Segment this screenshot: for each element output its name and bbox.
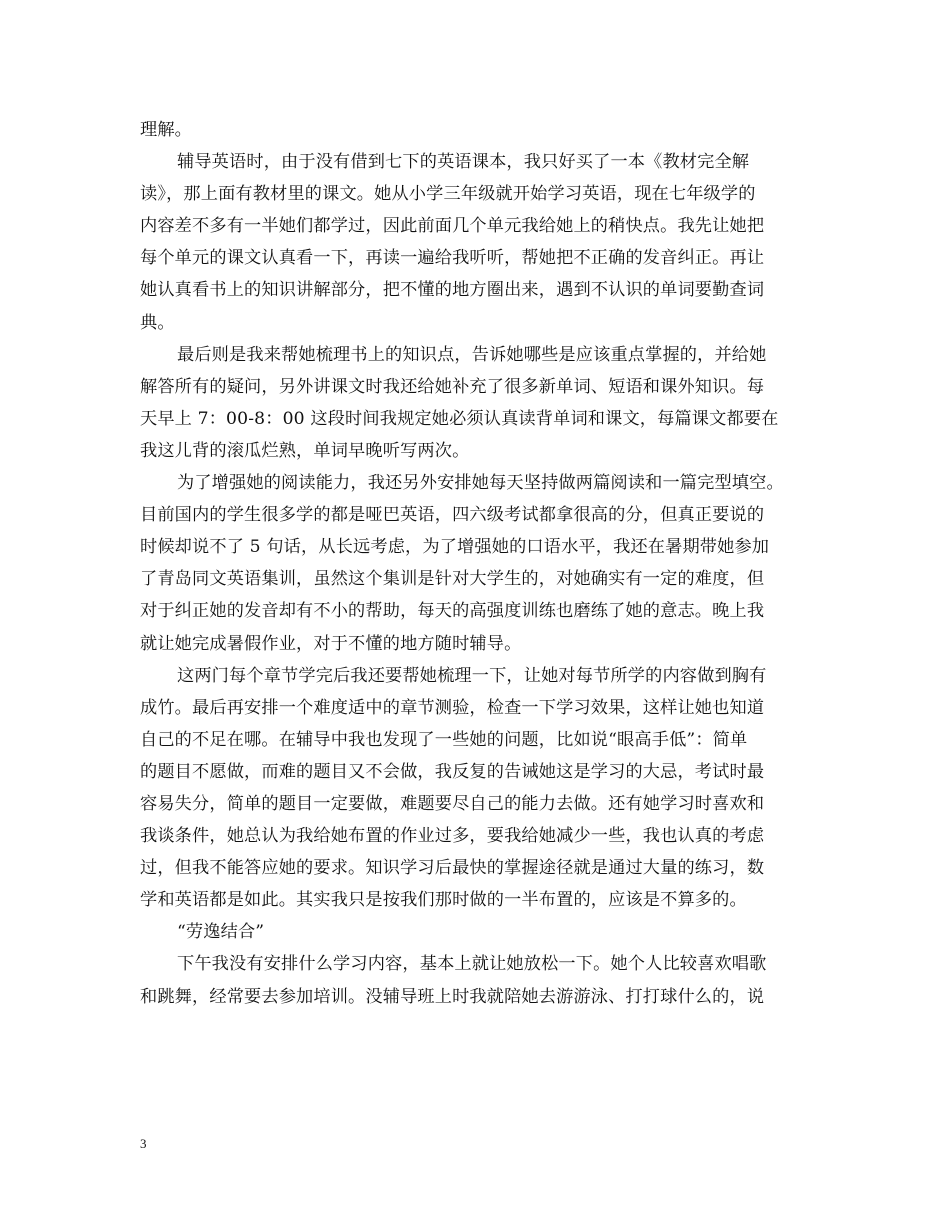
text-line: 了青岛同文英语集训，虽然这个集训是针对大学生的，对她确实有一定的难度，但: [140, 569, 765, 590]
text-line: 我这儿背的滚瓜烂熟，单词早晚听写两次。: [140, 440, 470, 461]
page-number: 3: [140, 1136, 147, 1151]
text-line: 读》，那上面有教材里的课文。她从小学三年级就开始学习英语，现在七年级学的: [140, 184, 756, 205]
text-line: 典。: [140, 312, 175, 333]
text-line: 下午我没有安排什么学习内容，基本上就让她放松一下。她个人比较喜欢唱歌: [177, 954, 767, 975]
text-line: 辅导英语时，由于没有借到七下的英语课本，我只好买了一本《教材完全解: [177, 152, 750, 173]
text-line: 和跳舞，经常要去参加培训。没辅导班上时我就陪她去游游泳、打打球什么的，说: [140, 986, 765, 1007]
text-line: 自己的不足在哪。在辅导中我也发现了一些她的问题，比如说“眼高手低”：简单: [140, 729, 748, 750]
text-line: 目前国内的学生很多学的都是哑巴英语，四六级考试都拿很高的分，但真正要说的: [140, 505, 765, 526]
text-line: 过，但我不能答应她的要求。知识学习后最快的掌握途径就是通过大量的练习，数: [140, 858, 765, 879]
text-line: 对于纠正她的发音却有不小的帮助，每天的高强度训练也磨练了她的意志。晚上我: [140, 601, 765, 622]
text-line: 这两门每个章节学完后我还要帮她梳理一下，让她对每节所学的内容做到胸有: [177, 665, 767, 686]
text-line: 学和英语都是如此。其实我只是按我们那时做的一半布置的，应该是不算多的。: [140, 890, 747, 911]
text-line: “劳逸结合”: [177, 922, 265, 943]
text-line: 最后则是我来帮她梳理书上的知识点，告诉她哪些是应该重点掌握的，并给她: [177, 344, 767, 365]
text-line: 解答所有的疑问，另外讲课文时我还给她补充了很多新单词、短语和课外知识。每: [140, 376, 765, 397]
text-line: 为了增强她的阅读能力，我还另外安排她每天坚持做两篇阅读和一篇完型填空。: [177, 473, 784, 494]
text-line: 理解。: [140, 120, 193, 140]
text-line: 天早上 7：00-8：00 这段时间我规定她必须认真读背单词和课文，每篇课文都要在: [140, 408, 779, 429]
text-line: 她认真看书上的知识讲解部分，把不懂的地方圈出来，遇到不认识的单词要勤查词: [140, 280, 765, 301]
text-line: 每个单元的课文认真看一下，再读一遍给我听听，帮她把不正确的发音纠正。再让: [140, 248, 765, 269]
text-line: 的题目不愿做，而难的题目又不会做，我反复的告诫她这是学习的大忌，考试时最: [140, 761, 765, 782]
body-text: [140, 114, 812, 1013]
text-line: 成竹。最后再安排一个难度适中的章节测验，检查一下学习效果，这样让她也知道: [140, 697, 765, 718]
text-line: 我谈条件，她总认为我给她布置的作业过多，要我给她减少一些，我也认真的考虑: [140, 826, 765, 847]
text-line: 就让她完成暑假作业，对于不懂的地方随时辅导。: [140, 633, 522, 654]
text-line: 时候却说不了 5 句话，从长远考虑，为了增强她的口语水平，我还在暑期带她参加: [140, 537, 770, 558]
text-line: 内容差不多有一半她们都学过，因此前面几个单元我给她上的稍快点。我先让她把: [140, 216, 765, 237]
text-line: 容易失分，简单的题目一定要做，难题要尽自己的能力去做。还有她学习时喜欢和: [140, 793, 765, 814]
